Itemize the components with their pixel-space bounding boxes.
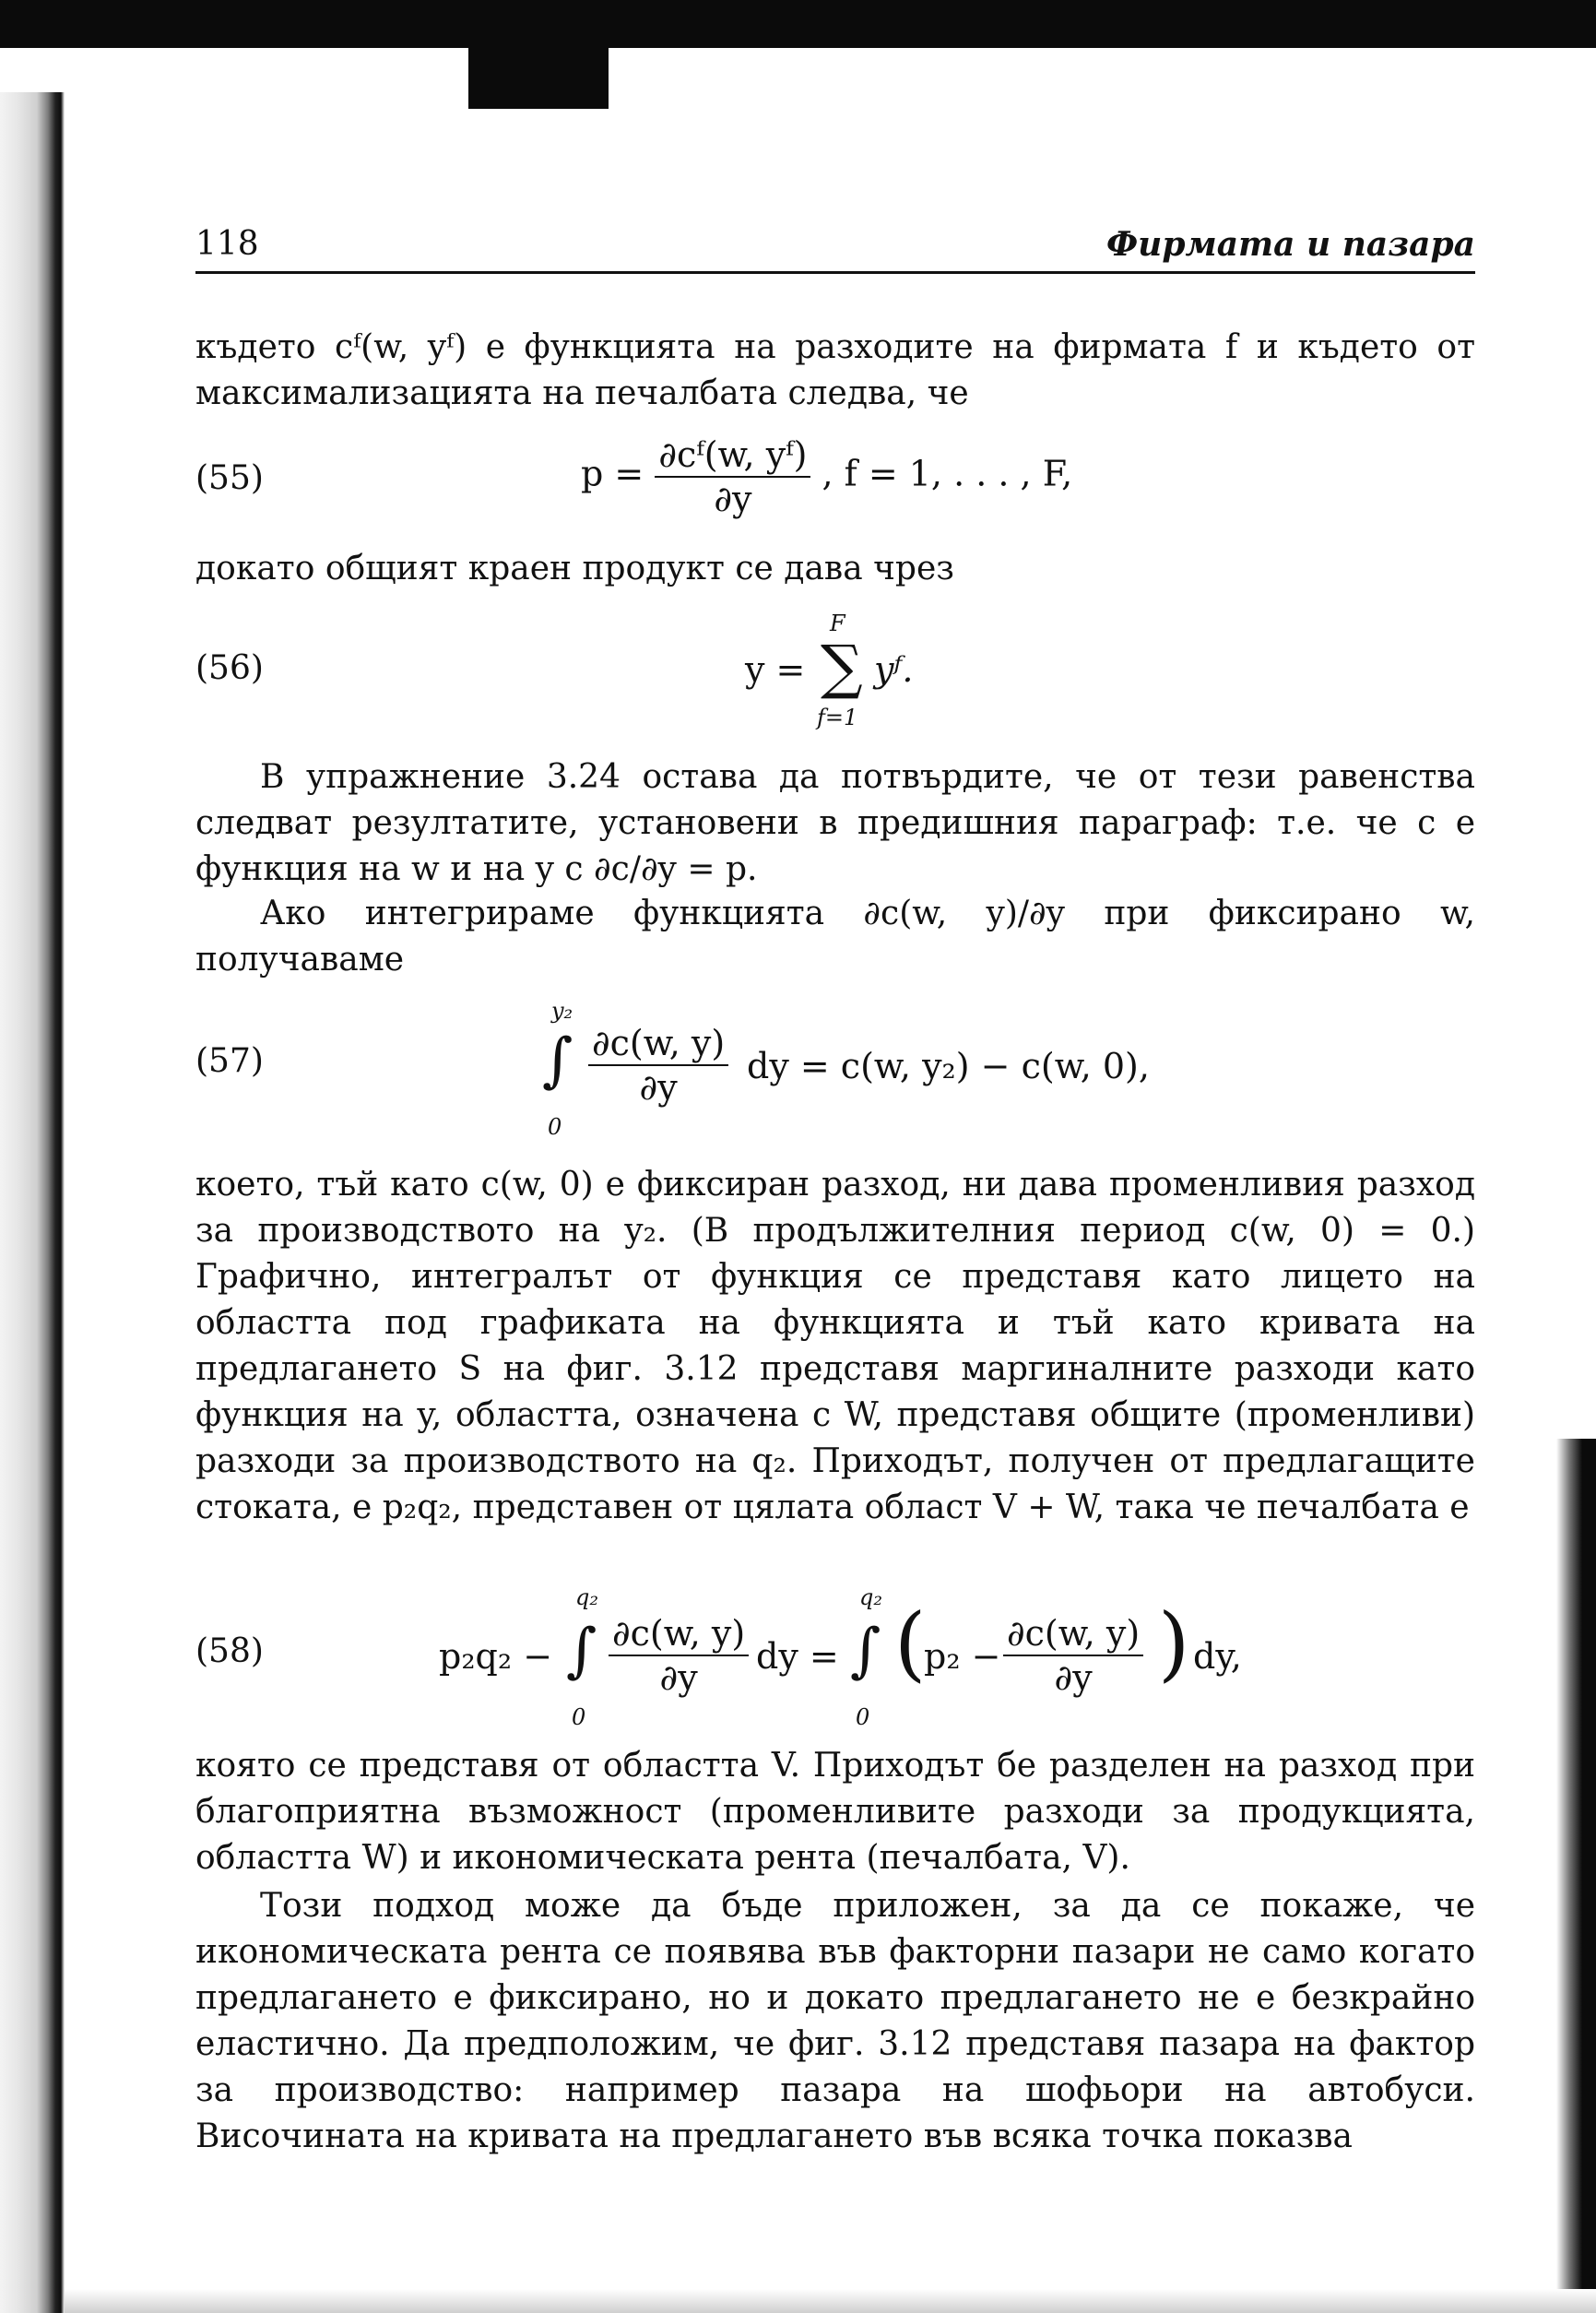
equation-58-upper-limit-2: q₂ — [859, 1584, 882, 1610]
equation-58 — [439, 1584, 1453, 1732]
paragraph-3 — [195, 754, 1475, 893]
equation-55-numerator: ∂cᶠ(w, yᶠ) — [655, 433, 810, 478]
equation-58-number: (58) — [195, 1632, 264, 1670]
equation-57-integral: ∫ — [542, 1026, 573, 1095]
equation-56-lower-limit: f=1 — [817, 705, 858, 730]
equation-56-upper-limit: F — [830, 611, 845, 636]
equation-58-numerator-2: ∂c(w, y) — [1003, 1612, 1143, 1656]
equation-56 — [745, 611, 966, 730]
equation-58-lhs: p₂q₂ − — [439, 1636, 553, 1677]
equation-58-open-paren: ( — [894, 1595, 927, 1690]
running-title: Фирмата и пазара — [1105, 225, 1475, 264]
equation-58-p2: p₂ − — [924, 1636, 1001, 1677]
paragraph-2-text: докато общият краен продукт се дава чрез — [195, 550, 954, 587]
paragraph-6 — [195, 1743, 1475, 1881]
equation-58-denominator-2: ∂y — [1054, 1657, 1093, 1698]
equation-56-term: yᶠ. — [874, 649, 914, 690]
equation-58-integral-2: ∫ — [850, 1617, 881, 1685]
equation-58-numerator: ∂c(w, y) — [609, 1612, 749, 1656]
equation-55-lhs: p = — [581, 453, 644, 494]
equation-58-lower-limit-2: 0 — [856, 1704, 870, 1730]
page-number: 118 — [195, 225, 259, 263]
paragraph-6-text: която се представя от областта V. Приходът бе разделен на разход при благоприятна възможност (променливите разходи за продукцията, областта W) и икономическата рента (печалбата, V). — [195, 1747, 1475, 1877]
equation-57-fraction — [588, 1022, 728, 1109]
paragraph-4-text: Ако интегрираме функцията ∂c(w, y)/∂y при фиксирано w, получаваме — [195, 895, 1475, 979]
paragraph-2 — [195, 546, 1475, 592]
equation-58-fraction-2 — [1003, 1612, 1143, 1699]
equation-56-sigma: ∑ — [821, 634, 863, 702]
equation-57-denominator: ∂y — [639, 1067, 678, 1108]
equation-57-rhs: dy = c(w, y₂) − c(w, 0), — [747, 1046, 1150, 1086]
paragraph-7 — [195, 1883, 1475, 2160]
equation-56-lhs: y = — [745, 649, 806, 690]
paragraph-5 — [195, 1162, 1475, 1531]
equation-56-number: (56) — [195, 649, 264, 687]
paragraph-3-text: В упражнение 3.24 остава да потвърдите, че от тези равенства следват резултатите, установени в предишния параграф: т.е. че c е функция на w и на y с ∂c/∂y = p. — [195, 758, 1475, 888]
equation-55-number: (55) — [195, 459, 264, 497]
equation-58-fraction — [609, 1612, 749, 1699]
equation-58-denominator: ∂y — [659, 1657, 698, 1698]
equation-55-denominator: ∂y — [714, 479, 752, 519]
paragraph-7-text: Този подход може да бъде приложен, за да се покаже, че икономическата рента се появява във факторни пазари не само когато предлагането е фиксирано, но и докато предлагането не е безкрайно еластично. Да предположим, че фиг. 3.12 представя пазара на фактор за производство: например пазара на шофьори на автобуси. Височината на кривата на предлагането във всяка точка показва — [195, 1887, 1475, 2155]
equation-58-integral: ∫ — [566, 1617, 597, 1685]
equation-58-tail: dy, — [1193, 1636, 1242, 1677]
paragraph-5-text: което, тъй като c(w, 0) е фиксиран разход, ни дава променливия разход за производството на y₂. (В продължителния период c(w, 0) = 0.) Графично, интегралът от функция се представя като лицето на областта под графиката на функцията и тъй като кривата на предлагането S на фиг. 3.12 представя маргиналните разходи като функция на y, областта, означена с W, представя общите (променливи) разходи за производството на q₂. Приходът, получен от предлагащите стоката, е p₂q₂, представен от цялата област V + W, така че печалбата е — [195, 1166, 1475, 1526]
equation-58-lower-limit: 0 — [572, 1704, 586, 1730]
paragraph-1-text: където cᶠ(w, yᶠ) е функцията на разходите на фирмата f и където от максимализацията на печалбата следва, че — [195, 328, 1475, 412]
paragraph-1 — [195, 325, 1475, 417]
equation-58-close-paren: ) — [1158, 1595, 1190, 1690]
paragraph-4 — [195, 891, 1475, 983]
equation-55 — [581, 433, 1072, 520]
equation-57-lower-limit: 0 — [548, 1114, 562, 1140]
equation-57-number: (57) — [195, 1042, 264, 1080]
equation-57-numerator: ∂c(w, y) — [588, 1022, 728, 1066]
equation-55-fraction — [655, 433, 810, 520]
equation-57-upper-limit: y₂ — [551, 998, 573, 1024]
equation-57 — [542, 998, 1188, 1140]
equation-55-tail: , f = 1, . . . , F, — [822, 453, 1073, 494]
equation-58-upper-limit: q₂ — [575, 1584, 598, 1610]
equation-58-mid: dy = — [756, 1636, 839, 1677]
header-rule — [195, 271, 1475, 274]
